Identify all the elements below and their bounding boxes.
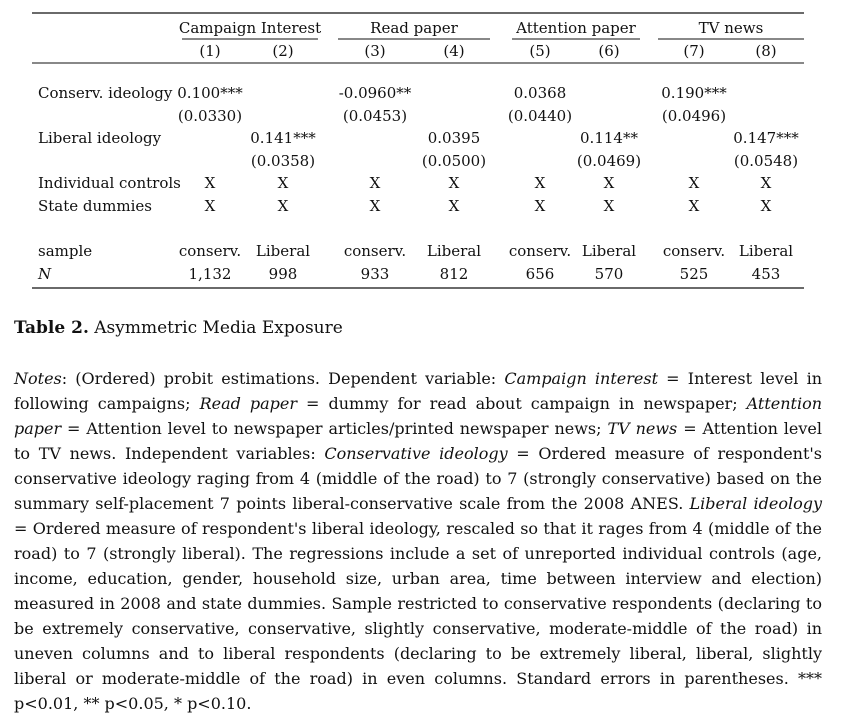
table-cell: 0.190***: [661, 84, 727, 102]
table-cell: X: [760, 174, 772, 192]
table-cell: X: [448, 197, 460, 215]
caption-text: Asymmetric Media Exposure: [94, 318, 343, 338]
table-cell: X: [204, 174, 216, 192]
table-cell: X: [534, 197, 546, 215]
notes-label: Notes: [14, 369, 62, 388]
table-cell: conserv.: [508, 242, 572, 260]
table-cell: X: [204, 197, 216, 215]
notes-text: = Ordered measure of respondent's conservative ideology raging from 4 (middle of the road) to 7 (strongly conservative) based on the summary self-placement 7 points liberal-conservative scale from the 2008 ANES.: [14, 444, 823, 513]
table-cell: (0.0548): [733, 152, 799, 170]
notes-term: Attention paper: [14, 394, 823, 438]
row-label: Individual controls: [38, 174, 181, 192]
table-cell: (0.0440): [507, 107, 573, 125]
table-cell: 812: [439, 265, 469, 283]
table-cell: conserv.: [662, 242, 726, 260]
table-cell: 453: [751, 265, 781, 283]
table-notes: [14, 366, 822, 716]
table-cell: 656: [525, 265, 555, 283]
row-label: N: [38, 265, 52, 283]
table-cell: 998: [268, 265, 298, 283]
table-cell: X: [688, 174, 700, 192]
table-cell: Liberal: [581, 242, 637, 260]
notes-text: = Ordered measure of respondent's liberal ideology, rescaled so that it rages from 4 (middle of the road) to 7 (strongly liberal). The regressions include a set of unreported individual controls (age, income, education, gender, household size, urban area, time between interview and election) measured in 2008 and state dummies. Sample restricted to conservative respondents (declaring to be extremely conservative, conservative, slightly conservative, moderate-middle of the road) in uneven columns and to liberal respondents (declaring to be extremely liberal, liberal, slightly liberal or moderate-middle of the road) in even columns. Standard errors in parentheses. *** p<0.01, ** p<0.05, * p<0.10.: [14, 519, 822, 713]
table-cell: X: [534, 174, 546, 192]
table-cell: Liberal: [738, 242, 794, 260]
column-number: (4): [443, 42, 465, 60]
column-number: (3): [364, 42, 386, 60]
table-cell: 933: [360, 265, 390, 283]
notes-text: : (Ordered) probit estimations. Dependent variable:: [61, 369, 505, 388]
caption-label: Table 2.: [14, 318, 89, 338]
notes-text: = Attention level to TV news. Independent variables:: [14, 419, 823, 463]
table-cell: (0.0358): [250, 152, 316, 170]
table-cell: X: [369, 174, 381, 192]
table-cell: (0.0496): [661, 107, 727, 125]
table-cell: 1,132: [188, 265, 232, 283]
column-number: (6): [598, 42, 620, 60]
table-cell: 0.141***: [250, 129, 316, 147]
table-cell: 0.114**: [580, 129, 638, 147]
table-cell: X: [688, 197, 700, 215]
table-cell: X: [448, 174, 460, 192]
table-cell: (0.0330): [177, 107, 243, 125]
row-label: Liberal ideology: [38, 129, 162, 147]
table-cell: -0.0960**: [338, 84, 412, 102]
notes-text: = Attention level to newspaper articles/printed newspaper news;: [61, 419, 608, 438]
table-cell: 525: [679, 265, 709, 283]
table-cell: 0.147***: [733, 129, 799, 147]
group-header: Read paper: [370, 19, 458, 37]
group-header: TV news: [698, 19, 764, 37]
row-label: State dummies: [38, 197, 153, 215]
table-cell: X: [369, 197, 381, 215]
table-caption: [14, 318, 834, 338]
table-cell: conserv.: [343, 242, 407, 260]
notes-term: Read paper: [199, 394, 298, 413]
table-cell: Liberal: [426, 242, 482, 260]
table-cell: (0.0453): [342, 107, 408, 125]
table-cell: 570: [594, 265, 624, 283]
column-number: (8): [755, 42, 777, 60]
column-number: (7): [683, 42, 705, 60]
notes-term: Liberal ideology: [689, 494, 823, 513]
notes-text: = dummy for read about campaign in newspaper;: [297, 394, 747, 413]
notes-term: Campaign interest: [504, 369, 659, 388]
table-cell: X: [277, 174, 289, 192]
table-cell: X: [603, 174, 615, 192]
column-number: (5): [529, 42, 551, 60]
group-header: Attention paper: [516, 19, 636, 37]
table-cell: 0.100***: [177, 84, 243, 102]
table-cell: X: [277, 197, 289, 215]
row-label: Conserv. ideology: [38, 84, 173, 102]
table-cell: X: [603, 197, 615, 215]
column-number: (1): [199, 42, 221, 60]
notes-term: TV news: [607, 419, 678, 438]
table-cell: Liberal: [255, 242, 311, 260]
column-number: (2): [272, 42, 294, 60]
notes-text: = Interest level in following campaigns;: [14, 369, 823, 413]
table-cell: 0.0368: [513, 84, 567, 102]
table-cell: X: [760, 197, 772, 215]
table-cell: (0.0469): [576, 152, 642, 170]
table-cell: conserv.: [178, 242, 242, 260]
row-label: sample: [38, 242, 93, 260]
regression-table: [0, 0, 850, 300]
table-cell: 0.0395: [427, 129, 481, 147]
notes-term: Conservative ideology: [324, 444, 508, 463]
group-header: Campaign Interest: [178, 19, 322, 37]
table-cell: (0.0500): [421, 152, 487, 170]
